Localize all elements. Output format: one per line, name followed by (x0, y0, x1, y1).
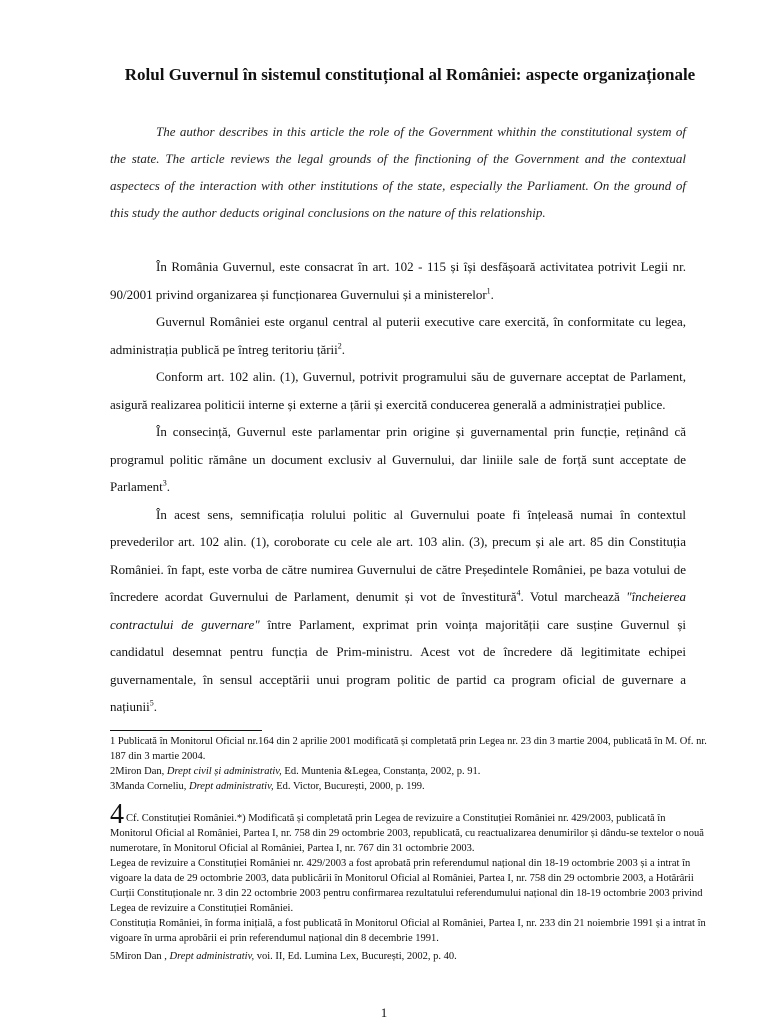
footnote-2: 2Miron Dan, Drept civil și administrativ, Ed. Muntenia &Legea, Constanța, 2002, p. 91. (110, 766, 481, 777)
body-paragraph: În acest sens, semnificația rolului politic al Guvernului poate fi înțeleasă numai în contextul prevederilor art. 102 alin. (1), coroborate cu cele ale art. 103 alin. (3), precum și ale art. 85 din Constituția României. în fapt, este vorba de către numirea Guvernului de către Președintele României, pe baza votului de încredere acordat Guvernului de Parlament, denumit și vot de învestitură$^4$. Votul marchează "încheierea contractului de guvernare" între Parlament, exprimat prin voința majorității care susține Guvernul și candidatul desemnat pentru funcția de Prim-ministru. Acest vot de încredere dă legitimitate echipei guvernamentale, în sensul acceptării unui program politic de partid ca program oficial de guvernare a națiunii$^5$. (110, 506, 686, 714)
body-paragraph: În România Guvernul, este consacrat în art. 102 - 115 și își desfășoară activitatea potrivit Legii nr. 90/2001 privind organizarea și funcționarea Guvernului și a ministerelor$^1$. (110, 259, 686, 302)
footnote-ref[interactable]: 1 (486, 286, 491, 296)
body-paragraph: În consecință, Guvernul este parlamentar prin origine și guvernamental prin funcție, reținând că programul politic rămâne un document exclusiv al Guvernului, dar liniile sale de forță sunt acceptate de Parlament$^3$. (110, 424, 686, 494)
footnote-ref[interactable]: 2 (337, 341, 342, 351)
footnote-5: 5Miron Dan , Drept administrativ, voi. II, Ed. Lumina Lex, București, 2002, p. 40. (110, 951, 457, 962)
footnotes (110, 734, 710, 964)
article-title: Rolul Guvernul în sistemul constituțional al României: aspecte organizaționale (124, 65, 696, 84)
body-paragraph: Conform art. 102 alin. (1), Guvernul, potrivit programului său de guvernare acceptat de Parlament, asigură realizarea politicii interne și externe a țării și exercită conducerea generală a administrației publice. (110, 369, 686, 412)
quoted-phrase: "încheierea contractului de guvernare" (110, 589, 686, 632)
footnote-ref[interactable]: 5 (149, 698, 154, 708)
footnote-1: 1 Publicată în Monitorul Oficial nr.164 din 2 aprilie 2001 modificată și completată prin Legea nr. 23 din 3 martie 2004, publicată în M. Of. nr. 187 din 3 martie 2004. (110, 736, 707, 762)
body-paragraph: Guvernul României este organul central al puterii executive care exercită, în conformitate cu legea, administrația publică pe întreg teritoriu țării$^2$. (110, 314, 686, 357)
footnote-number: 4 (110, 799, 124, 830)
footnote-ref[interactable]: 3 (162, 478, 167, 488)
page-number: 1 (380, 1005, 388, 1020)
abstract-paragraph: The author describes in this article the role of the Government whithin the constitutional system of the state. The article reviews the legal grounds of the finctioning of the Government and the contextual aspectecs of the interaction with other institutions of the state, especially the Parlіament. On the ground of this study the author deducts original conclusions on the nature of this relationship. (110, 124, 686, 220)
footnote-4: 4 Cf. Constituției României.*) Modificată și completată prin Legea de revizuire a Constituției României nr. 429/2003, publicată în Monitorul Oficial al României, Partea I, nr. 758 din 29 octombrie 2003, republicată, cu reactualizarea denumirilor și dându-se textelor o nouă numerotare, în Monitorul Oficial al României, Partea I, nr. 767 din 31 octombrie 2003. Legea de revizuire a Constituției României nr. 429/2003 a fost aprobată prin referendumul național din 18-19 octombrie 2003 și a intrat în vigoare la data de 29 octombrie 2003, data publicării în Monitorul Oficial al României, Partea I, nr. 758 din 29 octombrie 2003, a Hotărârii Curții Constituționale nr. 3 din 22 octombrie 2003 pentru confirmarea rezultatului referendumului național din 18-19 octombrie 2003 privind Legea de revizuire a Constituției României. Constituția României, în forma inițială, a fost publicată în Monitorul Oficial al României, Partea I, nr. 233 din 21 noiembrie 1991 și a intrat în vigoare în urma aprobării ei prin referendumul național din 8 decembrie 1991. (110, 799, 706, 944)
footnote-ref[interactable]: 4 (516, 588, 521, 598)
footnote-3: 3Manda Corneliu, Drept administrativ, Ed. Victor, București, 2000, p. 199. (110, 781, 425, 792)
footnote-separator (110, 730, 262, 731)
article-body (110, 253, 686, 721)
